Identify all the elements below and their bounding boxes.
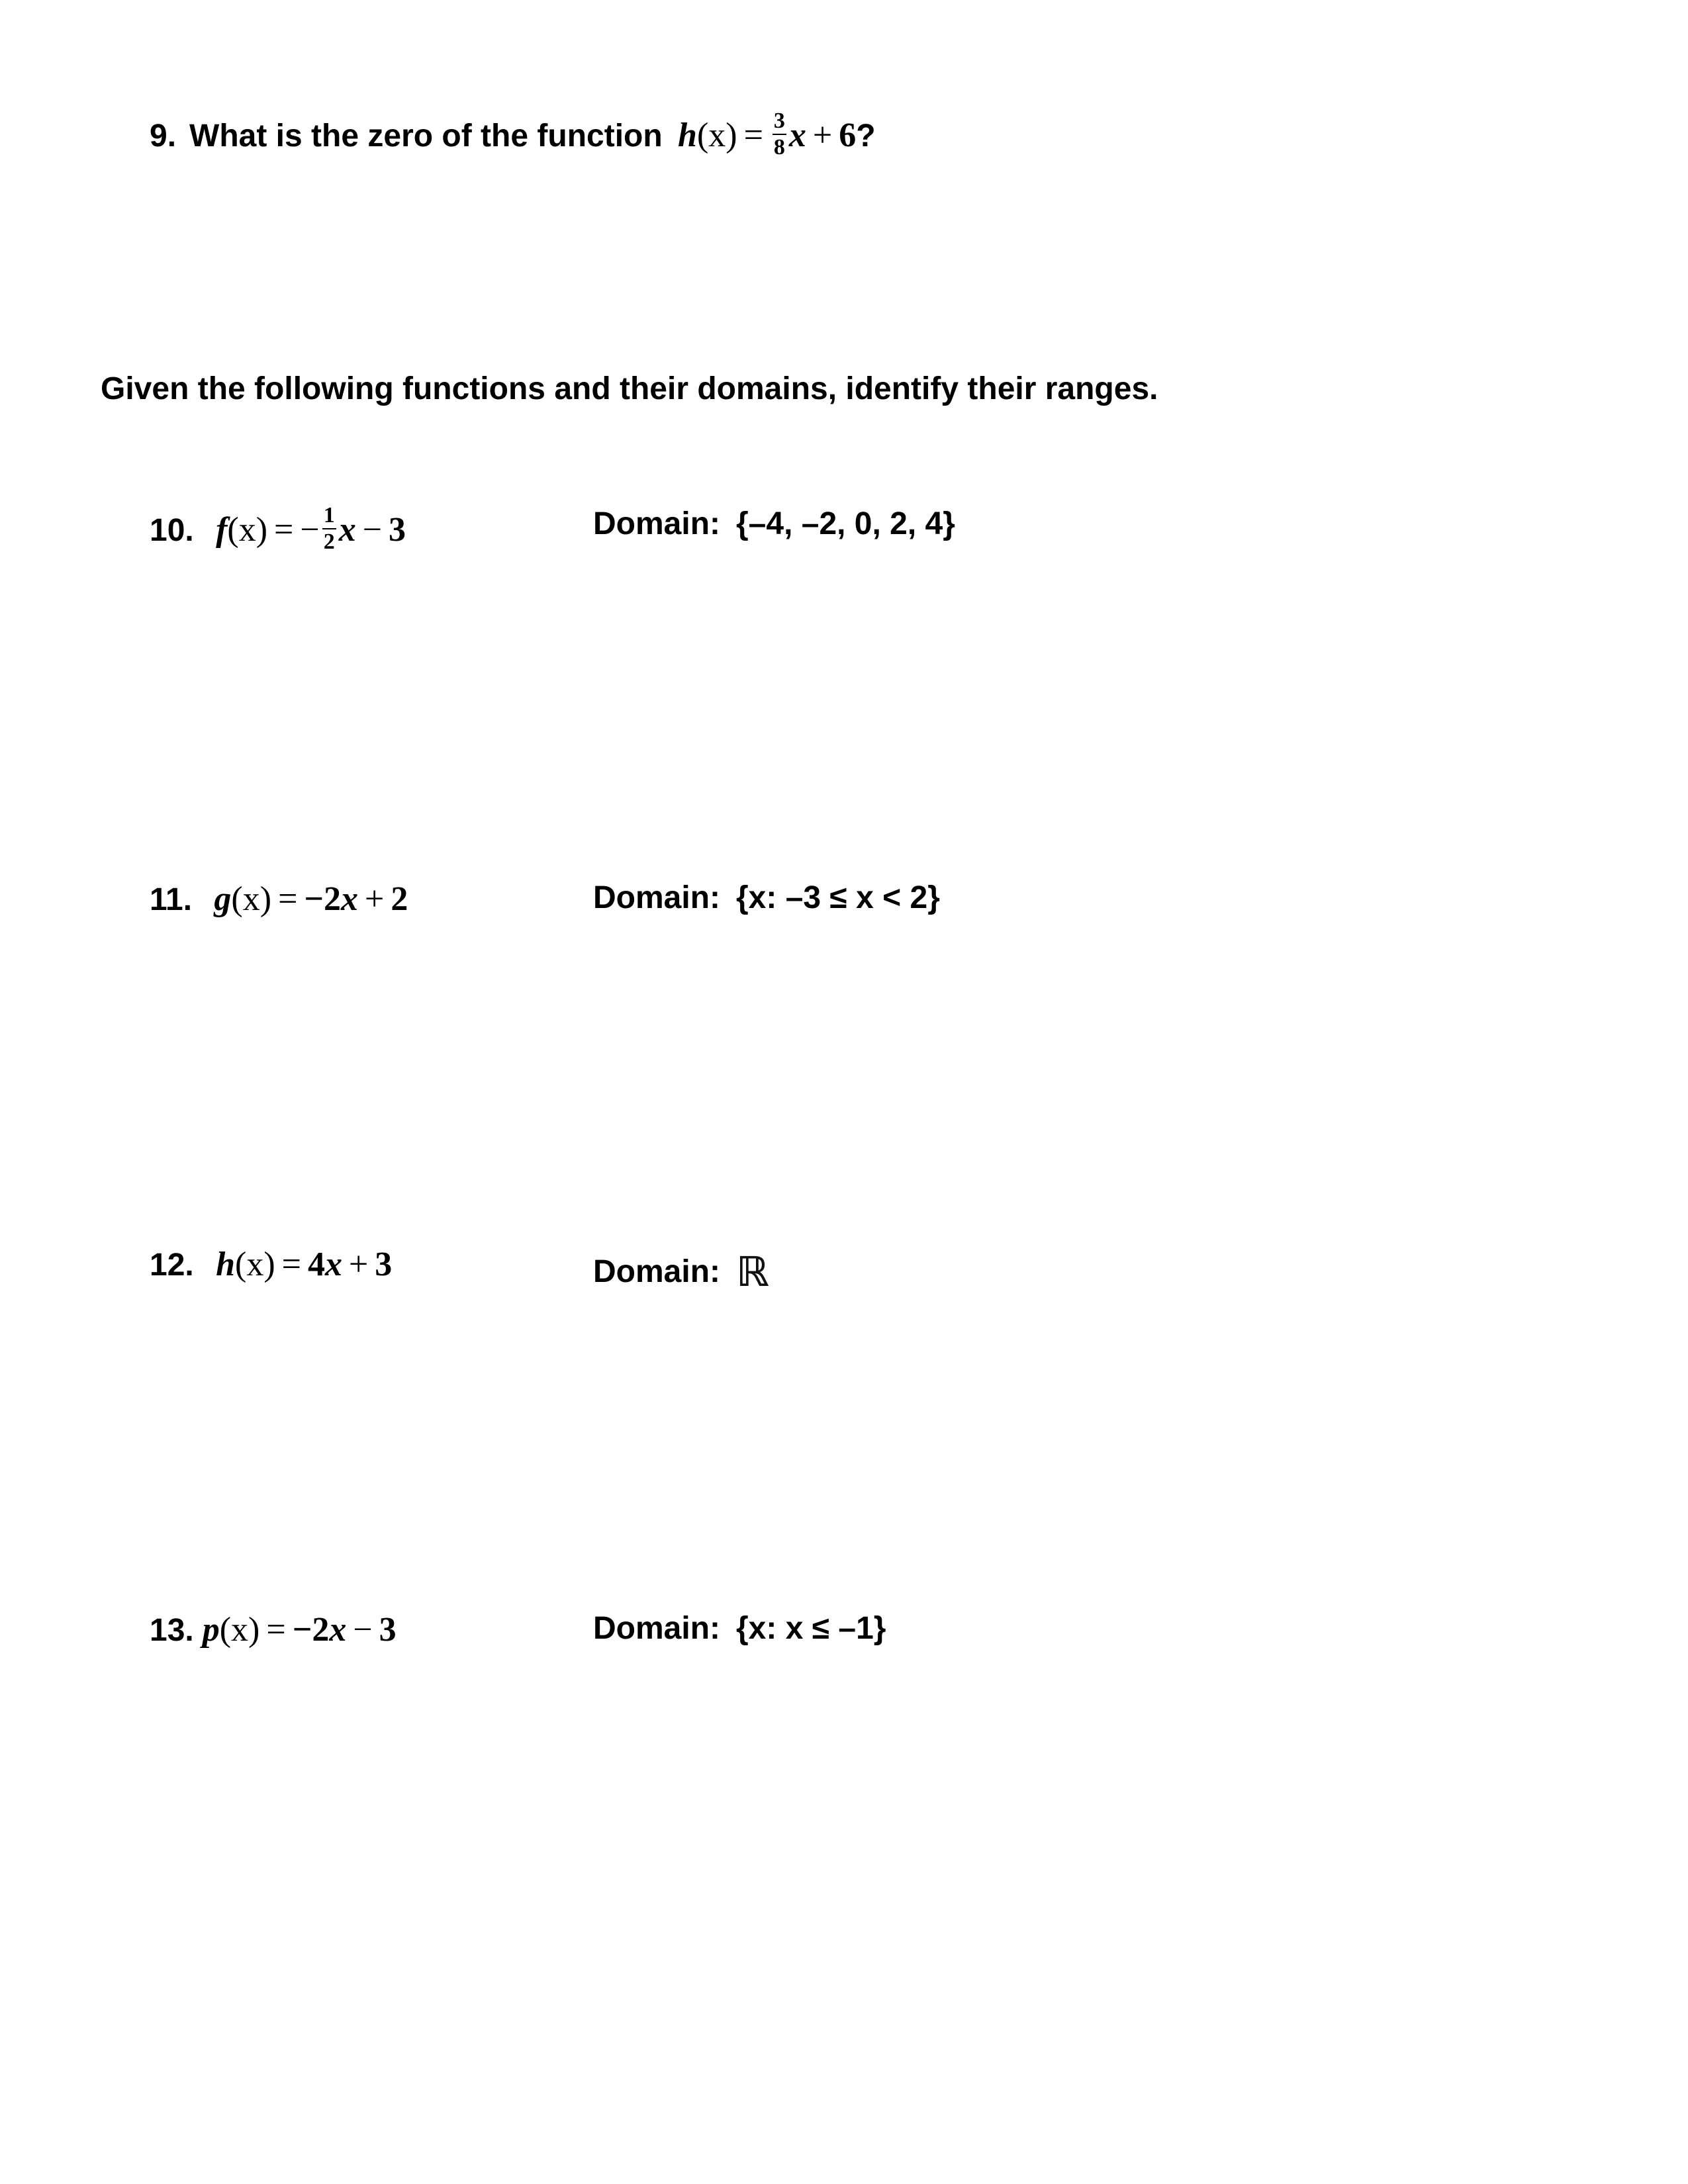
q10-domain-label: Domain: xyxy=(593,506,720,541)
question-9 xyxy=(150,109,876,163)
q9-func-name: h xyxy=(678,116,697,154)
q13-domain-label: Domain: xyxy=(593,1611,720,1646)
q11-func-arg: (x) xyxy=(231,880,272,918)
question-12 xyxy=(150,1248,392,1282)
q12-func-arg: (x) xyxy=(235,1246,275,1283)
q12-equals: = xyxy=(281,1246,301,1283)
q10-minus: − xyxy=(362,510,383,549)
q10-frac-den: 2 xyxy=(323,529,335,554)
question-9-equation xyxy=(678,109,857,159)
q11-var: x xyxy=(341,880,359,918)
q9-frac-den: 8 xyxy=(773,135,785,159)
q10-var: x xyxy=(338,510,356,549)
q12-plus: + xyxy=(348,1246,369,1283)
q10-func-name: f xyxy=(216,510,228,549)
q13-equals: = xyxy=(266,1611,286,1649)
question-12-number: 12. xyxy=(150,1248,194,1283)
q13-const: 3 xyxy=(379,1611,397,1649)
q11-domain-value: {x: –3 ≤ x < 2} xyxy=(736,880,940,915)
q12-coef: 4 xyxy=(307,1246,325,1283)
question-13-number: 13. xyxy=(150,1613,194,1648)
q11-equals: = xyxy=(278,880,298,918)
q11-domain-label: Domain: xyxy=(593,880,720,915)
q9-var: x xyxy=(788,116,806,154)
question-13-equation xyxy=(194,1611,397,1649)
q12-var: x xyxy=(324,1246,342,1283)
question-11 xyxy=(150,882,408,917)
q13-minus: − xyxy=(353,1611,373,1649)
question-13-domain xyxy=(593,1613,886,1645)
question-13 xyxy=(150,1613,397,1647)
q11-plus: + xyxy=(365,880,385,918)
question-9-number: 9. xyxy=(150,118,177,154)
q10-fraction xyxy=(322,504,336,553)
question-12-domain xyxy=(593,1248,769,1296)
question-10-number: 10. xyxy=(150,512,194,548)
q9-fraction xyxy=(773,110,786,159)
q9-const: 6 xyxy=(839,116,857,154)
real-numbers-symbol: ℝ xyxy=(736,1248,769,1296)
q9-plus: + xyxy=(812,116,833,154)
q11-func-name: g xyxy=(214,880,232,918)
question-9-text: What is the zero of the function xyxy=(189,118,663,154)
question-11-domain xyxy=(593,882,940,914)
q9-question-mark: ? xyxy=(856,118,876,154)
q10-const: 3 xyxy=(389,510,406,549)
q13-func-arg: (x) xyxy=(219,1611,260,1649)
question-10-equation xyxy=(216,503,406,554)
q10-frac-num: 1 xyxy=(322,504,336,529)
question-10-domain xyxy=(593,508,955,540)
q13-coef: −2 xyxy=(292,1611,330,1649)
q13-domain-value: {x: x ≤ –1} xyxy=(736,1611,886,1646)
question-12-equation xyxy=(216,1246,392,1283)
q9-frac-num: 3 xyxy=(773,110,786,135)
q10-sign: − xyxy=(300,510,320,549)
question-11-number: 11. xyxy=(150,882,193,917)
q9-func-arg: (x) xyxy=(696,116,737,154)
q13-func-name: p xyxy=(202,1611,220,1649)
instructions: Given the following functions and their domains, identify their ranges. xyxy=(101,371,1158,406)
q12-const: 3 xyxy=(375,1246,393,1283)
q12-domain-label: Domain: xyxy=(593,1254,720,1289)
q11-const: 2 xyxy=(391,880,408,918)
q9-equals: = xyxy=(743,116,763,154)
q10-equals: = xyxy=(274,510,294,549)
q12-func-name: h xyxy=(216,1246,235,1283)
q11-coef: −2 xyxy=(304,880,342,918)
q10-domain-value: {–4, –2, 0, 2, 4} xyxy=(736,506,955,541)
question-11-equation xyxy=(214,880,408,918)
q13-var: x xyxy=(329,1611,347,1649)
q10-func-arg: (x) xyxy=(227,510,268,549)
question-10 xyxy=(150,503,406,557)
